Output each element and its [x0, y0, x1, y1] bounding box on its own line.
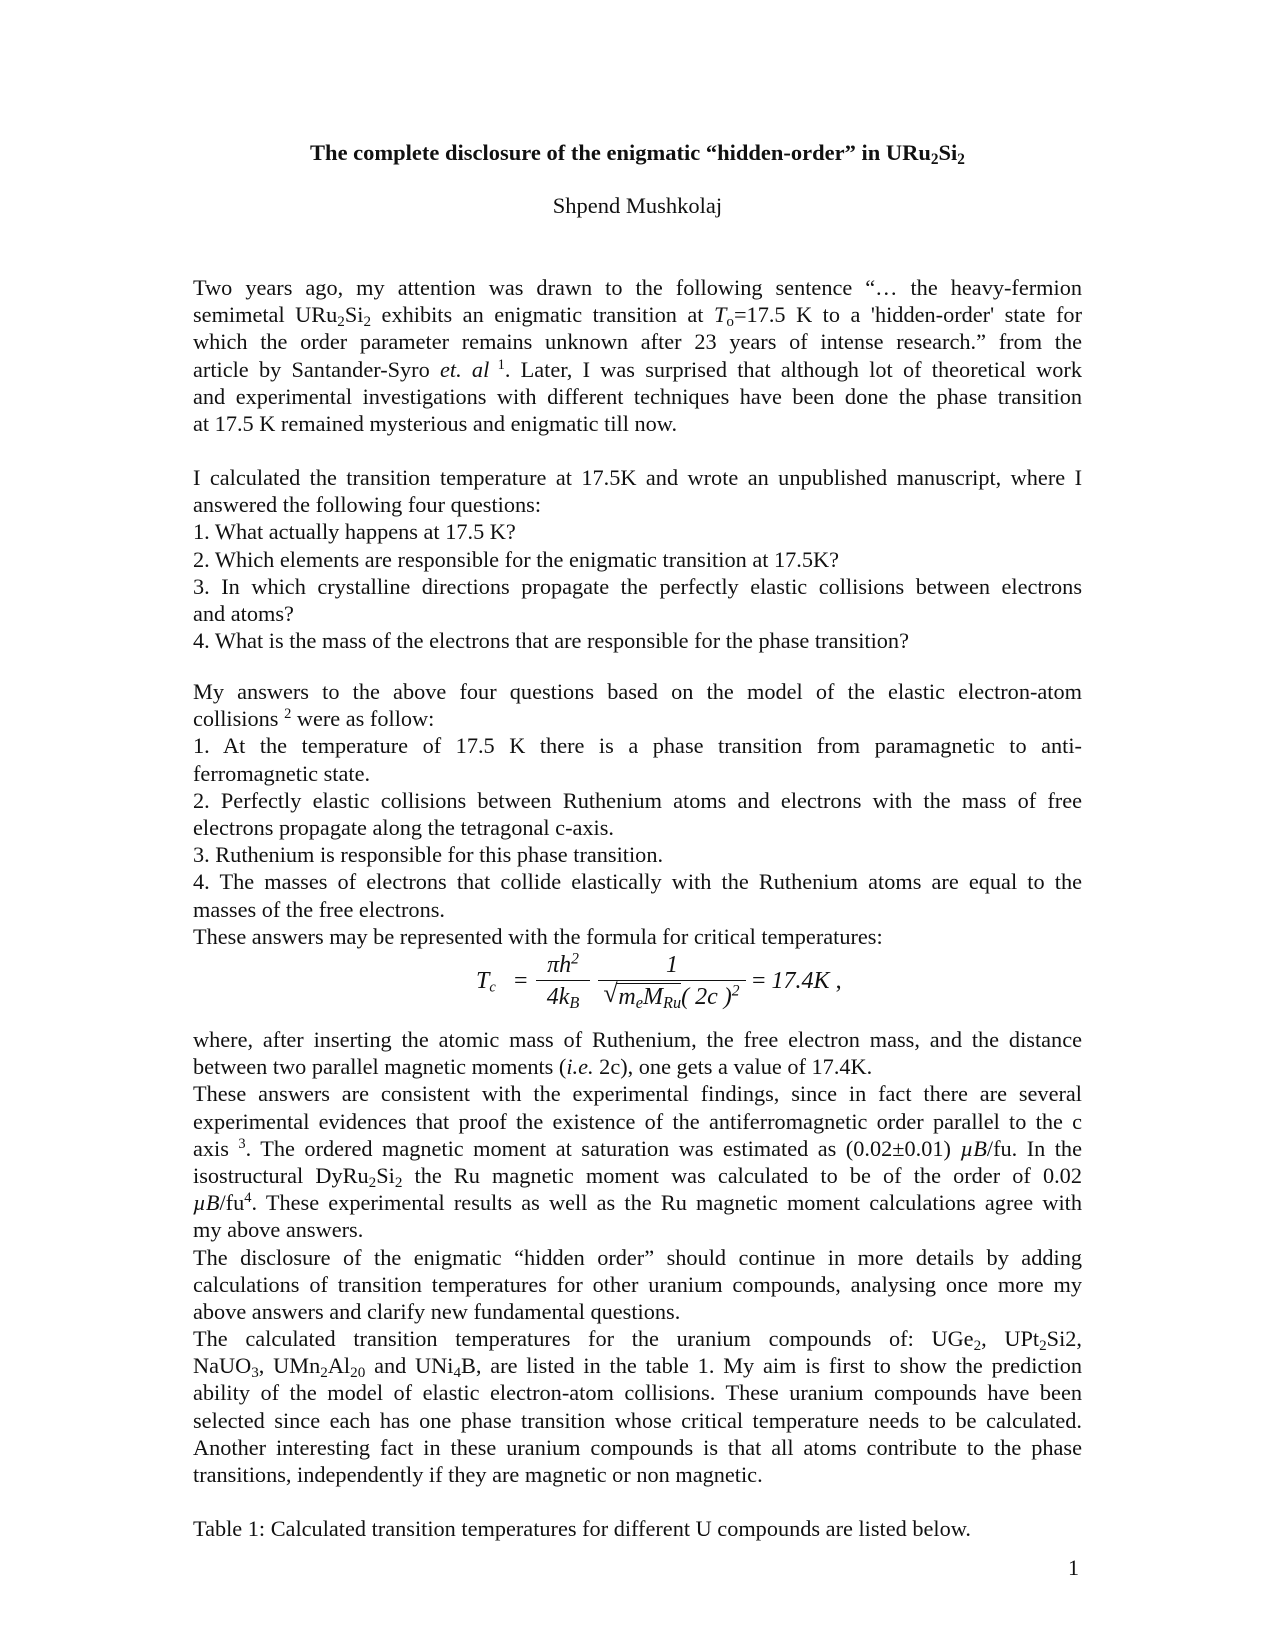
list-item: 2. Perfectly elastic collisions between Ruthenium atoms and electrons with the mass of free — [193, 787, 1082, 813]
text-line: collisions $^2$ were as follow: — [193, 706, 435, 732]
formula-equals: = — [514, 968, 528, 994]
text-line: answered the following four questions: — [193, 492, 542, 518]
citation-ref: 4 — [244, 1190, 252, 1207]
text-line: my above answers. — [193, 1217, 364, 1243]
page-number: 1 — [1068, 1555, 1079, 1580]
text-line: which the order parameter remains unknown after 23 years of intense research.” from the — [193, 329, 1082, 355]
text-line: at 17.5 K remained mysterious and enigmatic till now. — [193, 410, 678, 436]
text-line: semimetal $URu_2Si_2$ exhibits an enigmatic transition at $T_o=17.5$ K to a 'hidden-order' state for — [193, 302, 1082, 329]
list-item: 1. At the temperature of 17.5 K there is a phase transition from paramagnetic to anti- — [193, 733, 1082, 759]
title-text-si: Si — [938, 140, 958, 165]
list-item: masses of the free electrons. — [193, 896, 445, 922]
text-line: above answers and clarify new fundamental questions. — [193, 1298, 681, 1324]
text-line: Another interesting fact in these uranium compounds is that all atoms contribute to the phase — [193, 1434, 1082, 1460]
sqrt-symbol: √ $m_eM_{Ru}$ — [603, 979, 682, 1013]
table-caption: Table 1: Calculated transition temperatures for different U compounds are listed below. — [193, 1516, 971, 1542]
title-subscript: 2 — [930, 150, 939, 168]
author-name: Shpend Mushkolaj — [552, 193, 723, 218]
text-line: calculations of transition temperatures for other uranium compounds, analysing once more my — [193, 1271, 1082, 1297]
text-line: isostructural $DyRu_2Si_2$ the Ru magnetic moment was calculated to be of the order of 0.02 — [193, 1162, 1082, 1190]
text-line: axis $^3$. The ordered magnetic moment at saturation was estimated as (0.02±0.01) µB/fu. In the — [193, 1135, 1082, 1161]
list-item: and atoms? — [193, 600, 294, 626]
list-item: 3. Ruthenium is responsible for this phase transition. — [193, 842, 664, 868]
text-line: article by Santander-Syro et. al $^1$. Later, I was surprised that although lot of theoretical work — [193, 356, 1082, 382]
text-line: transitions, independently if they are magnetic or non magnetic. — [193, 1462, 763, 1487]
text-line: The disclosure of the enigmatic “hidden order” should continue in more details by adding — [193, 1244, 1082, 1270]
text-line: where, after inserting the atomic mass of Ruthenium, the free electron mass, and the distance — [193, 1027, 1082, 1052]
list-item: 4. What is the mass of the electrons that are responsible for the phase transition? — [193, 628, 909, 654]
formula-result: = 17.4K , — [752, 968, 842, 994]
list-item: 4. The masses of electrons that collide elastically with the Ruthenium atoms are equal to the — [193, 869, 1082, 895]
list-item: electrons propagate along the tetragonal c-axis. — [193, 814, 614, 840]
text-line: The calculated transition temperatures for the uranium compounds of: UGe$_2$, UPt$_2$Si2, — [193, 1326, 1082, 1353]
list-item: ferromagnetic state. — [193, 760, 371, 786]
text-line: ability of the model of elastic electron-atom collisions. These uranium compounds have been — [193, 1380, 1082, 1406]
paragraph-intro — [193, 274, 1082, 437]
text-line: Two years ago, my attention was drawn to the following sentence “… the heavy-fermion — [193, 275, 1082, 300]
text-line: NaUO$_3$, $UMn_2Al_{20}$ and UNi$_4$B, are listed in the table 1. My aim is first to show the prediction — [193, 1353, 1082, 1380]
formula-fraction-2: 1 √ $m_eM_{Ru}$( 2c )$^2$ — [598, 950, 746, 1013]
formula-lhs: $T_c$ — [476, 968, 496, 996]
text-line: I calculated the transition temperature at 17.5K and wrote an unpublished manuscript, where I — [193, 465, 1082, 490]
paper-title — [0, 139, 1275, 167]
formula-fraction-1: $\pi h^2$ $4k_B$ — [536, 950, 590, 1013]
list-item: 1. What actually happens at 17.5 K? — [193, 519, 516, 545]
paragraph-questions — [193, 464, 1082, 654]
text-line: selected since each has one phase transition whose critical temperature needs to be calculated. — [193, 1407, 1082, 1433]
text-line: between two parallel magnetic moments (i.e. 2c), one gets a value of 17.4K. — [193, 1054, 873, 1080]
paragraph-explanation — [193, 1026, 1082, 1543]
title-subscript: 2 — [957, 150, 965, 168]
text-line: experimental evidences that proof the existence of the antiferromagnetic order parallel to the c — [193, 1108, 1082, 1134]
citation-ref: 1 — [489, 356, 505, 373]
text-line: These answers are consistent with the experimental findings, since in fact there are several — [193, 1081, 1082, 1107]
paragraph-answers — [193, 678, 1082, 950]
list-item: 3. In which crystalline directions propagate the perfectly elastic collisions between electrons — [193, 573, 1082, 599]
text-line: These answers may be represented with the formula for critical temperatures: — [193, 923, 883, 949]
text-line: and experimental investigations with different techniques have been done the phase transition — [193, 383, 1082, 409]
citation-ref: 2 — [284, 706, 292, 723]
list-item: 2. Which elements are responsible for the enigmatic transition at 17.5K? — [193, 546, 839, 572]
critical-temperature-formula — [476, 950, 842, 1020]
citation-ref: 3 — [238, 1135, 246, 1152]
text-line: $\mu B/fu^4$. These experimental results as well as the Ru magnetic moment calculations agree with — [193, 1190, 1082, 1216]
text-line: My answers to the above four questions based on the model of the elastic electron-atom — [193, 679, 1082, 704]
title-text: The complete disclosure of the enigmatic “hidden-order” in URu — [310, 140, 931, 165]
